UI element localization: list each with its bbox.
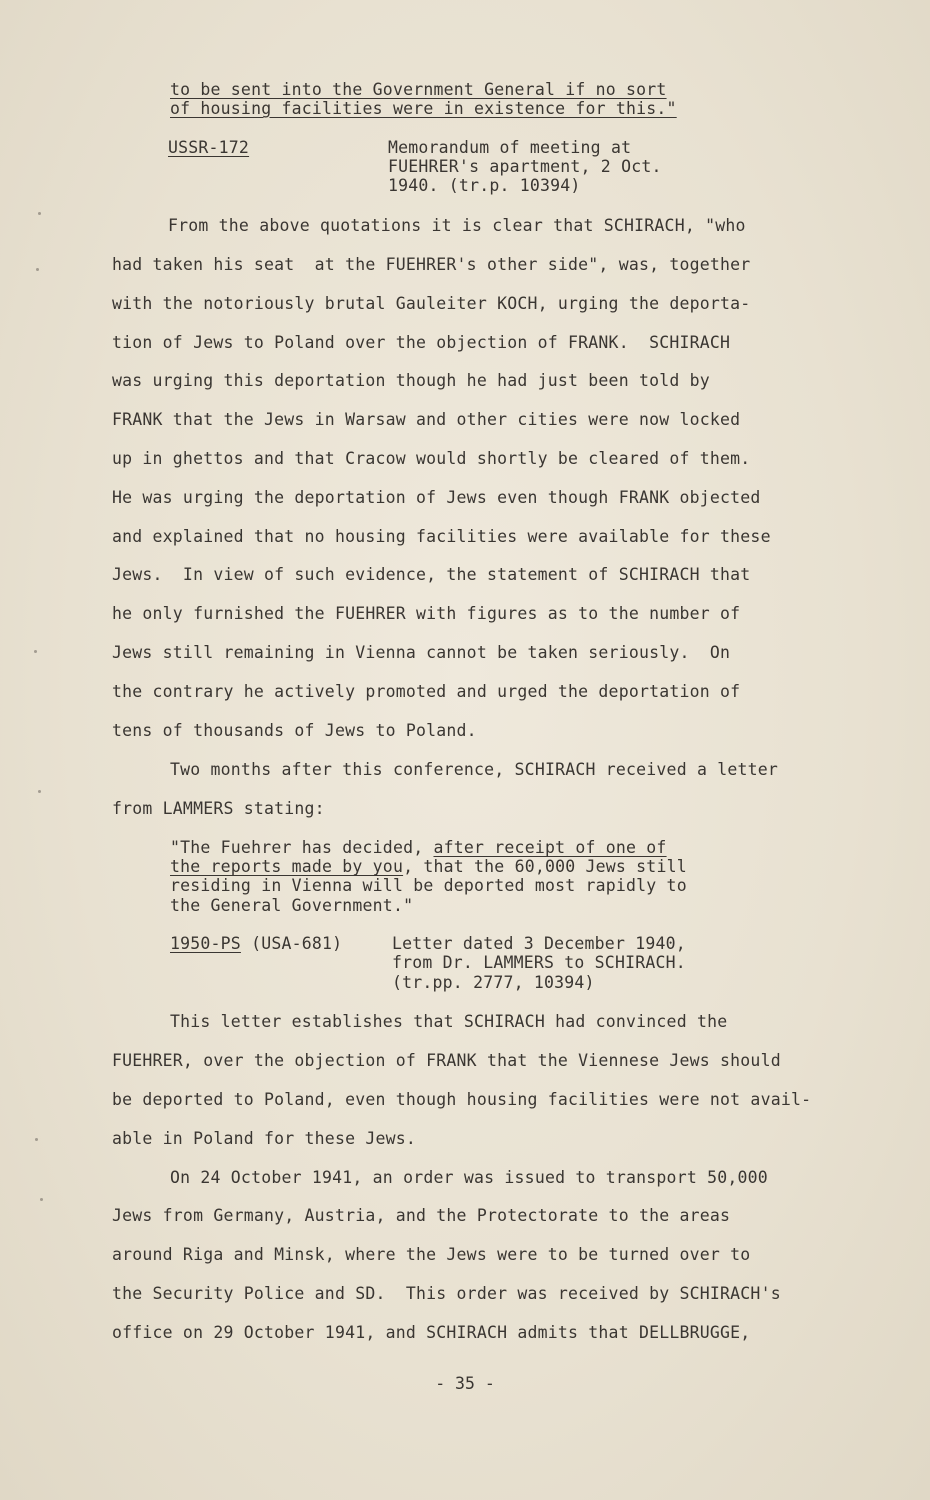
paper-speck xyxy=(40,1198,43,1201)
paragraph-line: be deported to Poland, even though housing facilities were not avail- xyxy=(112,1090,812,1109)
paragraph-line: He was urging the deportation of Jews even though FRANK objected xyxy=(112,488,761,507)
paragraph-line: Jews. In view of such evidence, the statement of SCHIRACH that xyxy=(112,565,751,584)
paragraph-line: from LAMMERS stating: xyxy=(112,799,325,818)
paper-speck xyxy=(38,790,41,793)
citation-text: Memorandum of meeting at xyxy=(388,138,632,157)
paragraph-line: around Riga and Minsk, where the Jews were to be turned over to xyxy=(112,1245,751,1264)
quote-plain-text: , that the 60,000 Jews still xyxy=(403,857,687,876)
paragraph-line: and explained that no housing facilities were available for these xyxy=(112,527,771,546)
paper-speck xyxy=(36,268,39,271)
paragraph-line: tion of Jews to Poland over the objection of FRANK. SCHIRACH xyxy=(112,333,731,352)
paragraph-line: he only furnished the FUEHRER with figures as to the number of xyxy=(112,604,741,623)
paragraph-line: Jews still remaining in Vienna cannot be taken seriously. On xyxy=(112,643,731,662)
paper-speck xyxy=(35,1138,38,1141)
paper-speck xyxy=(38,212,41,215)
citation-ref-id: 1950-PS xyxy=(170,934,241,953)
paragraph-line: with the notoriously brutal Gauleiter KOCH, urging the deporta- xyxy=(112,294,751,313)
citation-text: from Dr. LAMMERS to SCHIRACH. xyxy=(392,953,686,972)
citation-reference: USSR-172 xyxy=(168,138,250,157)
citation-ref-extra: (USA-681) xyxy=(251,934,343,953)
paragraph-line: From the above quotations it is clear that SCHIRACH, "who xyxy=(168,216,746,235)
paragraph-line: able in Poland for these Jews. xyxy=(112,1129,417,1148)
paragraph-line: tens of thousands of Jews to Poland. xyxy=(112,721,477,740)
block-quote-line: the General Government." xyxy=(170,896,414,915)
paragraph-line: the Security Police and SD. This order was received by SCHIRACH's xyxy=(112,1284,781,1303)
paragraph-line: had taken his seat at the FUEHRER's other side", was, together xyxy=(112,255,751,274)
citation-reference xyxy=(170,934,342,954)
citation-text: (tr.pp. 2777, 10394) xyxy=(392,973,595,992)
paragraph-line: up in ghettos and that Cracow would shortly be cleared of them. xyxy=(112,449,751,468)
paragraph-line: On 24 October 1941, an order was issued to transport 50,000 xyxy=(170,1168,768,1187)
top-quote-line: to be sent into the Government General if no sort xyxy=(170,80,667,99)
paragraph-line: was urging this deportation though he had just been told by xyxy=(112,371,710,390)
paragraph-line: office on 29 October 1941, and SCHIRACH admits that DELLBRUGGE, xyxy=(112,1323,751,1342)
citation-text: 1940. (tr.p. 10394) xyxy=(388,176,581,195)
citation-text: FUEHRER's apartment, 2 Oct. xyxy=(388,157,662,176)
paragraph-line: the contrary he actively promoted and urged the deportation of xyxy=(112,682,741,701)
block-quote-line xyxy=(170,857,687,877)
paragraph-line: This letter establishes that SCHIRACH had convinced the xyxy=(170,1012,728,1031)
top-quote-line: of housing facilities were in existence for this." xyxy=(170,99,677,118)
quote-plain-text: "The Fuehrer has decided, xyxy=(170,838,434,857)
paragraph-line: FRANK that the Jews in Warsaw and other cities were now locked xyxy=(112,410,741,429)
quote-underlined-text: the reports made by you xyxy=(170,857,404,876)
block-quote-line: residing in Vienna will be deported most rapidly to xyxy=(170,876,687,895)
citation-text: Letter dated 3 December 1940, xyxy=(392,934,686,953)
paper-speck xyxy=(34,650,37,653)
block-quote-line xyxy=(170,838,667,858)
paragraph-line: Jews from Germany, Austria, and the Protectorate to the areas xyxy=(112,1206,731,1225)
quote-underlined-text: after receipt of one of xyxy=(433,838,667,857)
paragraph-line: Two months after this conference, SCHIRACH received a letter xyxy=(170,760,779,779)
paragraph-line: FUEHRER, over the objection of FRANK that the Viennese Jews should xyxy=(112,1051,781,1070)
page-number: - 35 - xyxy=(435,1374,495,1393)
